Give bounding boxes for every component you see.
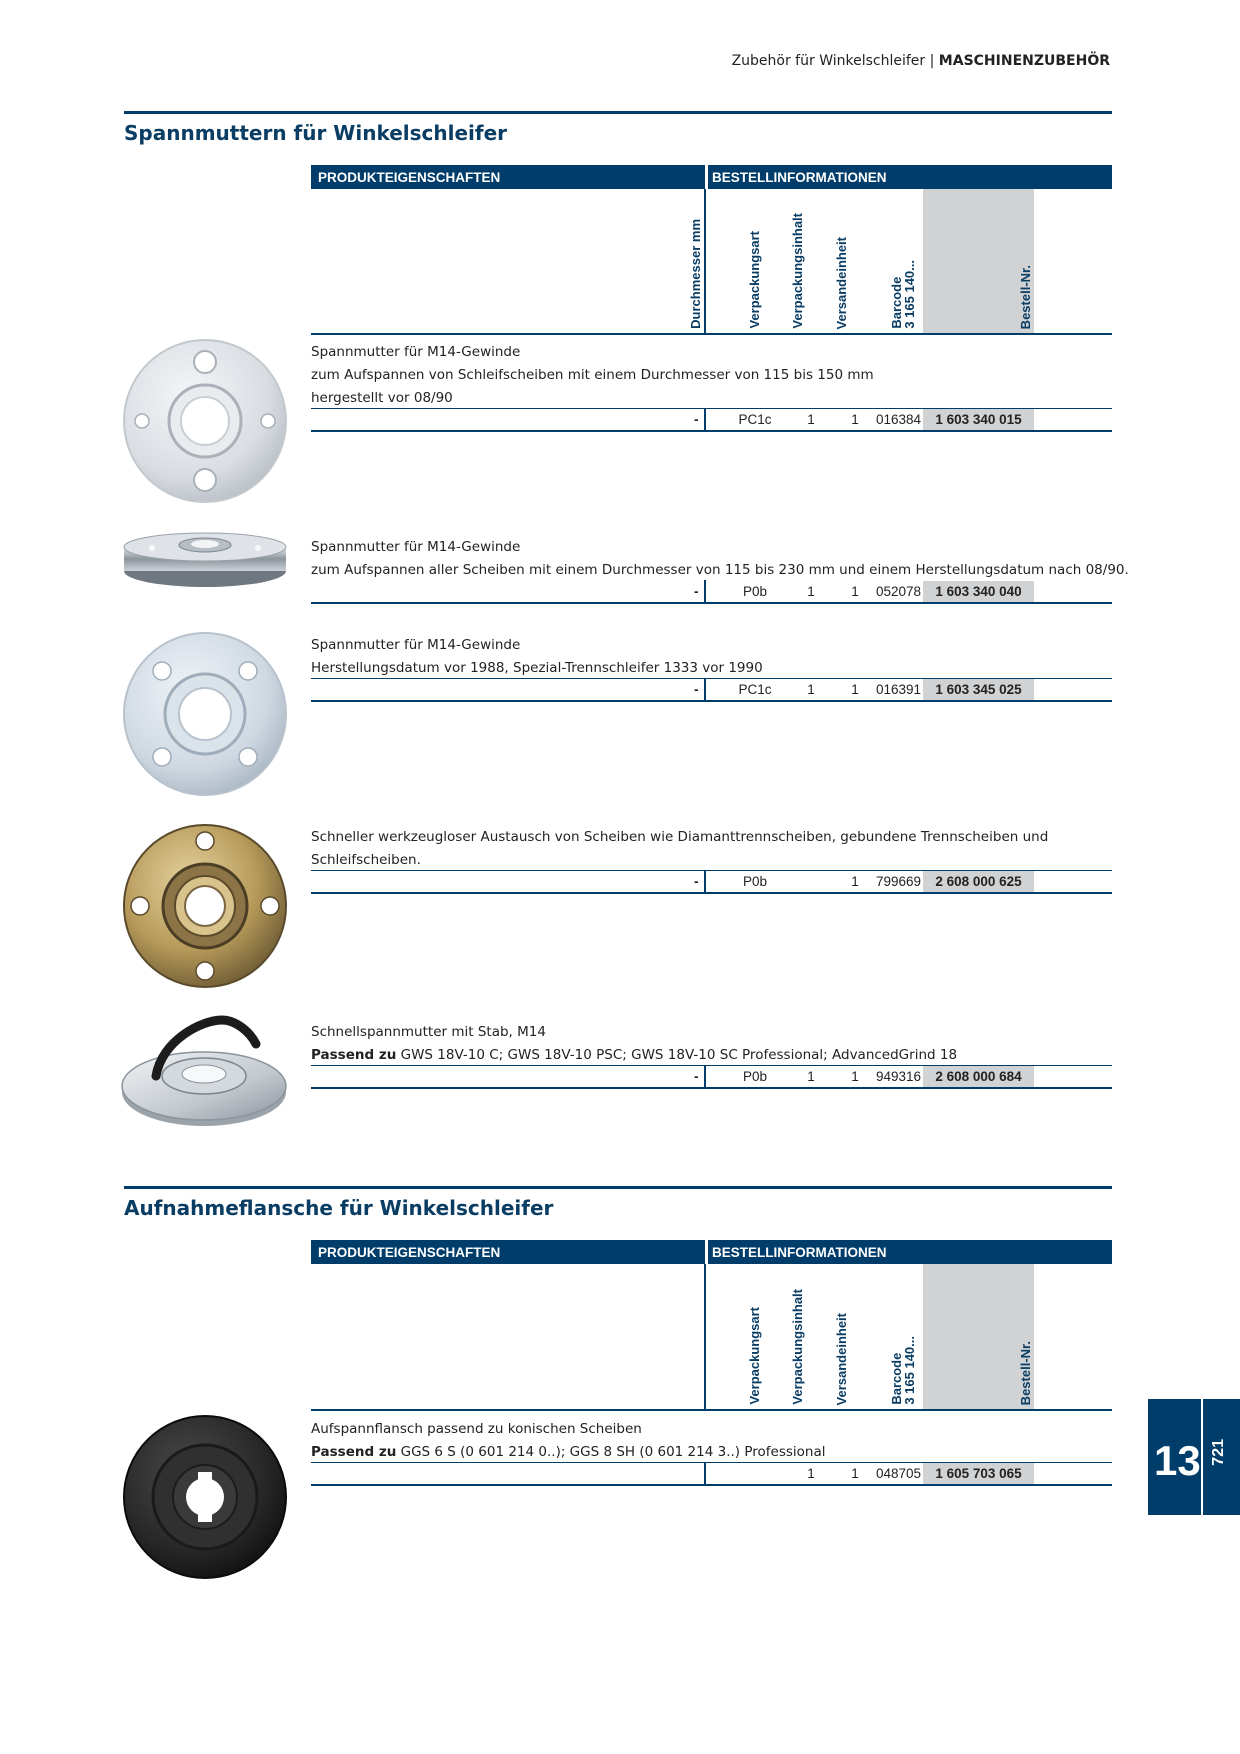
running-header-separator: | (925, 53, 939, 69)
quick-clamp-nut-brass-icon (122, 823, 288, 989)
col-verpackungsart: Verpackungsart (747, 1307, 762, 1405)
chapter-tab (1148, 1399, 1240, 1515)
cell-versandeinheit: 1 (851, 412, 859, 427)
cell-verpackungsart: PC1c (738, 682, 772, 697)
column-divider (704, 189, 706, 333)
product-title: Spannmutter für M14-Gewinde (311, 539, 521, 555)
cell-verpackungsinhalt: 1 (807, 1069, 815, 1084)
table-header-properties: PRODUKTEIGENSCHAFTEN (318, 170, 501, 185)
col-barcode: Barcode 3 165 140... (889, 1336, 917, 1405)
product-compatibility (311, 1441, 825, 1464)
product-title: Spannmutter für M14-Gewinde (311, 637, 521, 653)
section-title: Spannmuttern für Winkelschleifer (124, 121, 508, 145)
chapter-number: 13 (1154, 1437, 1201, 1484)
col-verpackungsinhalt: Verpackungsinhalt (790, 213, 805, 329)
table-header-divider (705, 165, 708, 189)
col-verpackungsinhalt: Verpackungsinhalt (790, 1289, 805, 1405)
cell-durchmesser: - (694, 874, 699, 889)
cell-verpackungsinhalt: 1 (807, 412, 815, 427)
cell-bestellnr: 1 603 340 015 (935, 412, 1022, 427)
product-description (311, 1021, 957, 1067)
product-title: Aufspannflansch passend zu konischen Scheiben (311, 1421, 642, 1437)
cell-barcode: 016391 (875, 682, 921, 697)
cell-durchmesser: - (694, 682, 699, 697)
section-rule (124, 1186, 1112, 1189)
cell-bestellnr: 1 603 340 040 (935, 584, 1022, 599)
cell-versandeinheit: 1 (851, 584, 859, 599)
cell-verpackungsinhalt: 1 (807, 1466, 815, 1481)
cell-verpackungsart: PC1c (738, 412, 772, 427)
cell-verpackungsart: P0b (742, 874, 768, 889)
passend-text: GGS 6 S (0 601 214 0..); GGS 8 SH (0 601 214 3..) Professional (396, 1444, 826, 1460)
column-headers (311, 189, 1112, 335)
column-header-baseline (311, 1409, 1112, 1411)
column-divider (704, 1264, 706, 1409)
product-description (311, 634, 763, 680)
table-row (311, 870, 1112, 894)
table-header-ordering: BESTELLINFORMATIONEN (712, 170, 887, 185)
table-header-divider (705, 1240, 708, 1264)
col-bestellnr: Bestell-Nr. (1018, 1340, 1033, 1405)
passend-text: GWS 18V-10 C; GWS 18V-10 PSC; GWS 18V-10 SC Professional; AdvancedGrind 18 (396, 1047, 958, 1063)
table-header-ordering: BESTELLINFORMATIONEN (712, 1245, 887, 1260)
black-backing-flange-icon (122, 1414, 288, 1580)
running-header (732, 53, 1110, 69)
cell-barcode: 048705 (875, 1466, 921, 1481)
product-description (311, 1418, 825, 1464)
table-header (311, 1240, 1112, 1264)
cell-versandeinheit: 1 (851, 682, 859, 697)
cell-durchmesser: - (694, 1069, 699, 1084)
product-detail: zum Aufspannen aller Scheiben mit einem Durchmesser von 115 bis 230 mm und einem Herstellungsdatum nach 08/90. (311, 562, 1129, 578)
product-detail: Schleifscheiben. (311, 852, 421, 868)
quick-clamp-nut-with-handle-icon (118, 1014, 290, 1132)
product-compatibility (311, 1044, 957, 1067)
cell-durchmesser: - (694, 584, 699, 599)
cell-bestellnr: 1 605 703 065 (935, 1466, 1022, 1481)
product-title: Schnellspannmutter mit Stab, M14 (311, 1024, 546, 1040)
flange-nut-zinc-icon (122, 631, 288, 797)
cell-verpackungsart: P0b (742, 1069, 768, 1084)
product-detail: hergestellt vor 08/90 (311, 390, 453, 406)
product-detail: zum Aufspannen von Schleifscheiben mit einem Durchmesser von 115 bis 150 mm (311, 367, 874, 383)
cell-verpackungsinhalt: 1 (807, 584, 815, 599)
col-verpackungsart: Verpackungsart (747, 231, 762, 329)
product-detail: Herstellungsdatum vor 1988, Spezial-Trennschleifer 1333 vor 1990 (311, 660, 763, 676)
cell-bestellnr: 2 608 000 684 (935, 1069, 1022, 1084)
cell-verpackungsinhalt: 1 (807, 682, 815, 697)
product-description (311, 341, 874, 410)
cell-verpackungsart: P0b (742, 584, 768, 599)
product-description (311, 826, 1048, 872)
cell-versandeinheit: 1 (851, 874, 859, 889)
cell-durchmesser: - (694, 412, 699, 427)
product-title: Spannmutter für M14-Gewinde (311, 344, 521, 360)
column-header-baseline (311, 333, 1112, 335)
table-row (311, 1462, 1112, 1486)
cell-barcode: 949316 (875, 1069, 921, 1084)
table-row (311, 678, 1112, 702)
cell-barcode: 052078 (875, 584, 921, 599)
flange-nut-side-view-icon (122, 531, 288, 591)
running-header-section: MASCHINENZUBEHÖR (938, 53, 1110, 69)
table-row (311, 408, 1112, 432)
table-row (311, 580, 1112, 604)
product-detail: Schneller werkzeugloser Austausch von Scheiben wie Diamanttrennscheiben, gebundene Trennscheiben und (311, 829, 1049, 845)
col-versandeinheit: Versandeinheit (834, 236, 849, 329)
col-barcode: Barcode 3 165 140... (889, 260, 917, 329)
cell-bestellnr: 2 608 000 625 (935, 874, 1022, 889)
page-number: 721 (1210, 1439, 1227, 1466)
chapter-tab-divider (1201, 1399, 1203, 1515)
col-durchmesser: Durchmesser mm (688, 219, 703, 329)
running-header-prefix: Zubehör für Winkelschleifer (731, 53, 926, 69)
cell-barcode: 016384 (875, 412, 921, 427)
column-headers (311, 1264, 1112, 1411)
flange-nut-two-holes-icon (122, 338, 288, 504)
table-header-properties: PRODUKTEIGENSCHAFTEN (318, 1245, 501, 1260)
cell-barcode: 799669 (875, 874, 921, 889)
cell-versandeinheit: 1 (851, 1069, 859, 1084)
section-title: Aufnahmeflansche für Winkelschleifer (124, 1196, 554, 1220)
passend-label: Passend zu (311, 1047, 397, 1063)
section-rule (124, 111, 1112, 114)
product-description (311, 536, 1129, 582)
cell-versandeinheit: 1 (851, 1466, 859, 1481)
table-header (311, 165, 1112, 189)
col-bestellnr: Bestell-Nr. (1018, 264, 1033, 329)
cell-bestellnr: 1 603 345 025 (935, 682, 1022, 697)
col-versandeinheit: Versandeinheit (834, 1312, 849, 1405)
table-row (311, 1065, 1112, 1089)
passend-label: Passend zu (311, 1444, 397, 1460)
